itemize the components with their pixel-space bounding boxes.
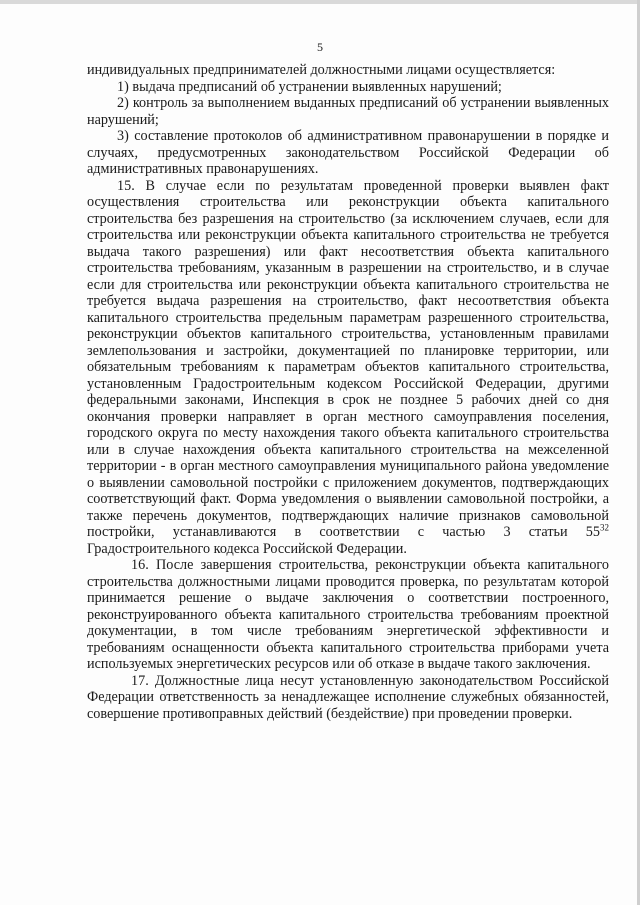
paragraph-17: 17. Должностные лица несут установленную законодательством Российской Федерации ответственность за ненадлежащее исполнение служебных обязанностей, совершение противоправных действий (бездействие) при проведении проверки. [87,672,609,722]
page-number: 5 [317,40,323,54]
list-item-1: 1) выдача предписаний об устранении выявленных нарушений; [117,78,502,95]
document-body [87,62,609,722]
article-superscript: 32 [600,522,609,533]
list-item-3: 3) составление протоколов об административном правонарушении в порядке и случаях, предусмотренных законодательством Российской Федерации об административных правонарушениях. [87,128,609,177]
paragraph-15-text: 15. В случае если по результатам проведенной проверки выявлен факт осуществления строительства или реконструкции объекта капитального строительства без разрешения на строительство (за исключением случаев, если для строительства или реконструкции объекта капитального строительства не требуется выдача такого разрешения) или факт несоответствия объекта капитального строительства требованиям, указанным в разрешении на строительство, и в случае если для строительства или реконструкции объекта капитального строительства не требуется выдача разрешения на строительство, факт несоответствия объекта капитального строительства предельным параметрам разрешенного строительства, реконструкции объектов капитального строительства, установленным правилами землепользования и застройки, документацией по планировке территории, или обязательным требованиям к параметрам объектов капитального строительства, установленным Градостроительным кодексом Российской Федерации, другими федеральными законами, Инспекция в срок не позднее 5 рабочих дней со дня окончания проверки направляет в орган местного самоуправления поселения, городского округа по месту нахождения такого объекта капитального строительства или в случае нахождения объекта капитального строительства на межселенной территории - в орган местного самоуправления муниципального района уведомление о выявлении самовольной постройки с приложением документов, подтверждающих соответствующий факт. Форма уведомления о выявлении самовольной постройки, а также перечень документов, подтверждающих наличие признаков самовольной постройки, устанавливаются в соответствии с частью 3 статьи 55 [87,177,609,540]
paragraph-15-tail: Градостроительного кодекса Российской Федерации. [87,540,407,557]
intro-line: индивидуальных предпринимателей должностными лицами осуществляется: [87,62,556,78]
paragraph-16: 16. После завершения строительства, реконструкции объекта капитального строительства должностными лицами проводится проверка, по результатам которой принимается решение о выдаче заключения о соответствии построенного, реконструированного объекта капитального строительства требованиям проектной документации, в том числе требованиям энергетической эффективности и требованиям оснащенности объекта капитального строительства приборами учета используемых энергетических ресурсов или об отказе в выдаче такого заключения. [87,557,609,672]
list-item-2: 2) контроль за выполнением выданных предписаний об устранении выявленных нарушений; [87,95,609,128]
paragraph-15 [87,178,609,558]
scan-top-edge [0,0,640,4]
